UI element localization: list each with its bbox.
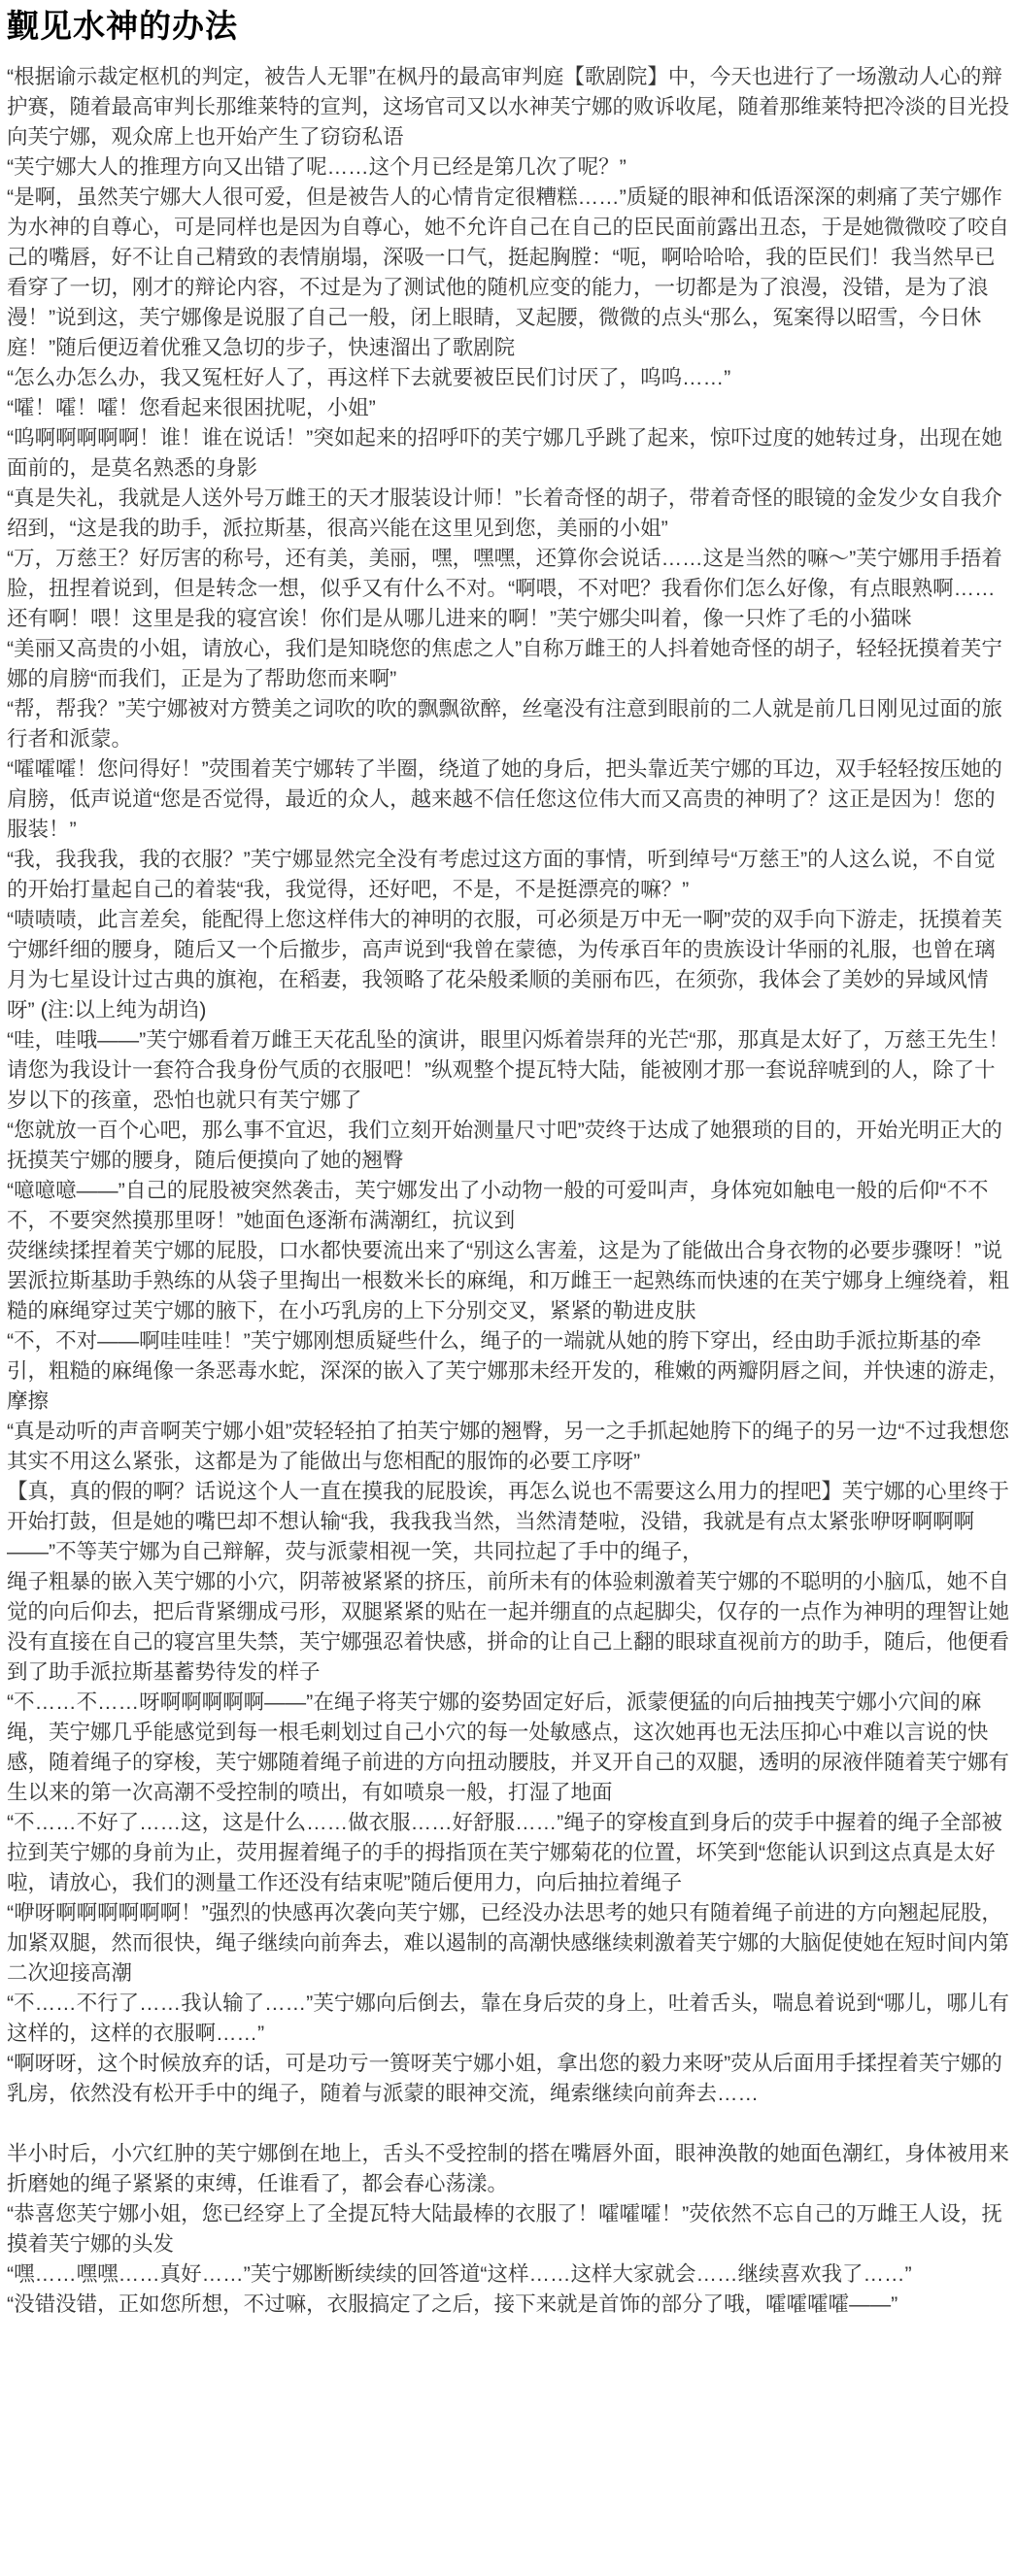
paragraph: “不……不好了……这，这是什么……做衣服……好舒服……”绳子的穿梭直到身后的荧手中握着的绳子全部被拉到芙宁娜的身前为止，荧用握着绳子的手的拇指顶在芙宁娜菊花的位置，坏笑到“您能认识到这点真是太好啦，请放心，我们的测量工作还没有结束呢”随后便用力，向后抽拉着绳子 [7, 1811, 1002, 1894]
paragraph: “嚯嚯嚯！您问得好！”荧围着芙宁娜转了半圈，绕道了她的身后，把头靠近芙宁娜的耳边，双手轻轻按压她的肩膀，低声说道“您是否觉得，最近的众人，越来越不信任您这位伟大而又高贵的神明了？这正是因为！您的服装！” [7, 757, 1002, 841]
paragraph: “啊呀呀，这个时候放弃的话，可是功亏一篑呀芙宁娜小姐，拿出您的毅力来呀”荧从后面用手揉捏着芙宁娜的乳房，依然没有松开手中的绳子，随着与派蒙的眼神交流，绳索继续向前奔去…… [7, 2052, 1002, 2105]
paragraph: “噫噫噫——”自己的屁股被突然袭击，芙宁娜发出了小动物一般的可爱叫声，身体宛如触电一般的后仰“不不不，不要突然摸那里呀！”她面色逐渐布满潮红，抗议到 [7, 1179, 989, 1232]
page-title: 觐见水神的办法 [7, 8, 238, 44]
paragraph: “帮，帮我？”芙宁娜被对方赞美之词吹的吹的飘飘欲醉，丝毫没有注意到眼前的二人就是前几日刚见过面的旅行者和派蒙。 [7, 697, 1002, 751]
paragraph: “咿呀啊啊啊啊啊啊！”强烈的快感再次袭向芙宁娜，已经没办法思考的她只有随着绳子前进的方向翘起屁股，加紧双腿，然而很快，绳子继续向前奔去，难以遏制的高潮快感继续刺激着芙宁娜的大脑促使她在短时间内第二次迎接高潮 [7, 1901, 1010, 1985]
paragraph: “我，我我我，我的衣服？”芙宁娜显然完全没有考虑过这方面的事情，听到绰号“万慈王”的人这么说，不自觉的开始打量起自己的着装“我，我觉得，还好吧，不是，不是挺漂亮的嘛？” [7, 848, 996, 901]
paragraph: “根据谕示裁定枢机的判定，被告人无罪”在枫丹的最高审判庭【歌剧院】中，今天也进行了一场激动人心的辩护赛，随着最高审判长那维莱特的宣判，这场官司又以水神芙宁娜的败诉收尾，随着那维莱特把冷淡的目光投向芙宁娜，观众席上也开始产生了窃窃私语 [7, 65, 1010, 149]
paragraph: 半小时后，小穴红肿的芙宁娜倒在地上，舌头不受控制的搭在嘴唇外面，眼神涣散的她面色潮红，身体被用来折磨她的绳子紧紧的束缚，任谁看了，都会春心荡漾。 [7, 2142, 1010, 2195]
paragraph: “呜啊啊啊啊啊！谁！谁在说话！”突如起来的招呼吓的芙宁娜几乎跳了起来，惊吓过度的她转过身，出现在她面前的，是莫名熟悉的身影 [7, 426, 1002, 480]
paragraph: “哇，哇哦——”芙宁娜看着万雌王天花乱坠的演讲，眼里闪烁着崇拜的光芒“那，那真是太好了，万慈王先生！请您为我设计一套符合我身份气质的衣服吧！”纵观整个提瓦特大陆，能被刚才那一套说辞唬到的人，除了十岁以下的孩童，恐怕也就只有芙宁娜了 [7, 1028, 1009, 1112]
paragraph: “是啊，虽然芙宁娜大人很可爱，但是被告人的心情肯定很糟糕……”质疑的眼神和低语深深的刺痛了芙宁娜作为水神的自尊心，可是同样也是因为自尊心，她不允许自己在自己的臣民面前露出丑态，于是她微微咬了咬自己的嘴唇，好不让自己精致的表情崩塌，深吸一口气，挺起胸膛：“呃，啊哈哈哈，我的臣民们！我当然早已看穿了一切，刚才的辩论内容，不过是为了测试他的随机应变的能力，一切都是为了浪漫，没错，是为了浪漫！”说到这，芙宁娜像是说服了自己一般，闭上眼睛，叉起腰，微微的点头“那么，冤案得以昭雪，今日休庭！”随后便迈着优雅又急切的步子，快速溜出了歌剧院 [7, 185, 1010, 359]
paragraph: “嚯！嚯！嚯！您看起来很困扰呢，小姐” [7, 396, 376, 419]
paragraph: “不……不……呀啊啊啊啊啊——”在绳子将芙宁娜的姿势固定好后，派蒙便猛的向后抽拽芙宁娜小穴间的麻绳，芙宁娜几乎能感觉到每一根毛刺划过自己小穴的每一处敏感点，这次她再也无法压抑心中难以言说的快感，随着绳子的穿梭，芙宁娜随着绳子前进的方向扭动腰肢，并叉开自己的双腿，透明的尿液伴随着芙宁娜有生以来的第一次高潮不受控制的喷出，有如喷泉一般，打湿了地面 [7, 1690, 1010, 1804]
paragraph: “您就放一百个心吧，那么事不宜迟，我们立刻开始测量尺寸吧”荧终于达成了她猥琐的目的，开始光明正大的抚摸芙宁娜的腰身，随后便摸向了她的翘臀 [7, 1119, 1002, 1172]
paragraph: “不，不对——啊哇哇哇！”芙宁娜刚想质疑些什么，绳子的一端就从她的胯下穿出，经由助手派拉斯基的牵引，粗糙的麻绳像一条恶毒水蛇，深深的嵌入了芙宁娜那未经开发的，稚嫩的两瓣阴唇之间，并快速的游走，摩擦 [7, 1329, 1010, 1413]
paragraph: “恭喜您芙宁娜小姐，您已经穿上了全提瓦特大陆最棒的衣服了！嚯嚯嚯！”荧依然不忘自己的万雌王人设，抚摸着芙宁娜的头发 [7, 2202, 1002, 2256]
paragraph: 【真，真的假的啊？话说这个人一直在摸我的屁股诶，再怎么说也不需要这么用力的捏吧】芙宁娜的心里终于开始打鼓，但是她的嘴巴却不想认输“我，我我我当然，当然清楚啦，没错，我就是有点太紧张咿呀啊啊啊——”不等芙宁娜为自己辩解，荧与派蒙相视一笑，共同拉起了手中的绳子， [7, 1480, 1010, 1563]
paragraph: “真是失礼，我就是人送外号万雌王的天才服装设计师！”长着奇怪的胡子，带着奇怪的眼镜的金发少女自我介绍到，“这是我的助手，派拉斯基，很高兴能在这里见到您，美丽的小姐” [7, 486, 1002, 540]
paragraph: “不……不行了……我认输了……”芙宁娜向后倒去，靠在身后荧的身上，吐着舌头，喘息着说到“哪儿，哪儿有这样的，这样的衣服啊……” [7, 1991, 1009, 2045]
paragraph: “万，万慈王？好厉害的称号，还有美，美丽，嘿，嘿嘿，还算你会说话……这是当然的嘛～”芙宁娜用手捂着脸，扭捏着说到，但是转念一想，似乎又有什么不对。“啊喂，不对吧？我看你们怎么好像，有点眼熟啊……还有啊！喂！这里是我的寝宫诶！你们是从哪儿进来的啊！”芙宁娜尖叫着，像一只炸了毛的小猫咪 [7, 547, 1002, 630]
paragraph: “啧啧啧，此言差矣，能配得上您这样伟大的神明的衣服，可必须是万中无一啊”荧的双手向下游走，抚摸着芙宁娜纤细的腰身，随后又一个后撤步，高声说到“我曾在蒙德，为传承百年的贵族设计华丽的礼服，也曾在璃月为七星设计过古典的旗袍，在稻妻，我领略了花朵般柔顺的美丽布匹，在须弥，我体会了美妙的异域风情呀” (注:以上纯为胡诌) [7, 908, 1002, 1021]
paragraph: “嘿……嘿嘿……真好……”芙宁娜断断续续的回答道“这样……这样大家就会……继续喜欢我了……” [7, 2262, 912, 2286]
paragraph: “芙宁娜大人的推理方向又出错了呢……这个月已经是第几次了呢？” [7, 155, 627, 179]
paragraph: “怎么办怎么办，我又冤枉好人了，再这样下去就要被臣民们讨厌了，呜呜……” [7, 366, 731, 389]
paragraph: “美丽又高贵的小姐，请放心，我们是知晓您的焦虑之人”自称万雌王的人抖着她奇怪的胡子，轻轻抚摸着芙宁娜的肩膀“而我们，正是为了帮助您而来啊” [7, 637, 1002, 690]
paragraph: 荧继续揉捏着芙宁娜的屁股，口水都快要流出来了“别这么害羞，这是为了能做出合身衣物的必要步骤呀！”说罢派拉斯基助手熟练的从袋子里掏出一根数米长的麻绳，和万雌王一起熟练而快速的在芙宁娜身上缠绕着，粗糙的麻绳穿过芙宁娜的腋下，在小巧乳房的上下分别交叉，紧紧的勒进皮肤 [7, 1239, 1010, 1322]
paragraph: 绳子粗暴的嵌入芙宁娜的小穴，阴蒂被紧紧的挤压，前所未有的体验刺激着芙宁娜的不聪明的小脑瓜，她不自觉的向后仰去，把后背紧绷成弓形，双腿紧紧的贴在一起并绷直的点起脚尖，仅存的一点作为神明的理智让她没有直接在自己的寝宫里失禁，芙宁娜强忍着快感，拼命的让自己上翻的眼球直视前方的助手，随后，他便看到了助手派拉斯基蓄势待发的样子 [7, 1570, 1010, 1684]
paragraph: “真是动听的声音啊芙宁娜小姐”荧轻轻拍了拍芙宁娜的翘臀，另一之手抓起她胯下的绳子的另一边“不过我想您其实不用这么紧张，这都是为了能做出与您相配的服饰的必要工序呀” [7, 1420, 1009, 1473]
paragraph: “没错没错，正如您所想，不过嘛，衣服搞定了之后，接下来就是首饰的部分了哦，嚯嚯嚯嚯——” [7, 2292, 898, 2316]
